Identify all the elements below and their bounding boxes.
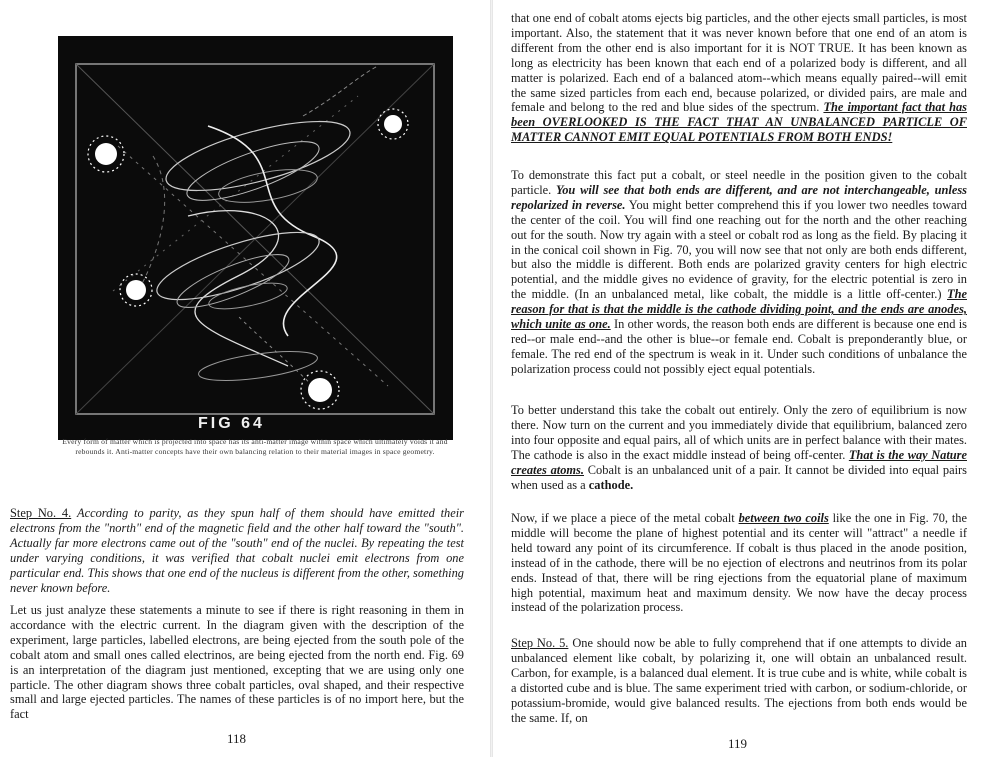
figure-drawing <box>58 36 453 440</box>
step-5-label: Step No. 5. <box>511 636 569 650</box>
para-4-b: between two coils <box>738 511 829 525</box>
step-4-text: According to parity, as they spun half of them should have emitted their electrons from the "north" end of the magnetic field and the other half toward the "south". Actually far more electrons came out of the "south" end of the nuclei. By repeating the test under varying conditions, it was verified that cobalt nuclei emit electrons from one particular end. This shows that one end of the nucleus is different from the other, something never known before. <box>10 506 464 595</box>
figure-64 <box>58 36 453 440</box>
figure-caption: Every form of matter which is projected into space has its anti-matter image within space which ultimately voids it and rebounds it. Anti-matter concepts have their own balancing relation to their material images in space geometry. <box>62 437 448 457</box>
para-3-b: That is the way Nature creates atoms. <box>511 447 967 477</box>
para-1-text: that one end of cobalt atoms ejects big particles, and the other ejects small particles, is most important. Also, the statement that it was never known before that one end of an atom is different from the other end is also important for it is NOT TRUE. It has been known as long as electricity has been known that each end of a polarized body is different, and all matter is polarized. Each end of a balanced atom--which means equally paired--will emit the same sized particles from each end, because polarized, or divided pairs, are male and female and belong to the red and blue sides of the spectrum. <box>511 11 967 115</box>
para-4 <box>511 511 967 615</box>
left-page <box>0 0 492 757</box>
figure-label: FIG 64 <box>198 415 265 432</box>
sun-middle-left <box>120 274 152 306</box>
analysis-paragraph: Let us just analyze these statements a minute to see if there is right reasoning in them in accordance with the electric current. In the diagram given with the description of the experiment, large particles, labelled electrons, are being ejected from the south pole of the cobalt atom and small ones called electrinos, are being ejected from the north end. Fig. 69 is an interpretation of the diagram just mentioned, excepting that we are using only one particle. The other diagram shows three cobalt particles, oval shaped, and their respective small and large ejected particles. The names of these particles is of no import here, but the fact <box>10 603 464 722</box>
right-page <box>492 0 985 757</box>
page-number-left: 118 <box>227 731 247 746</box>
page-number-right: 119 <box>728 736 748 751</box>
para-3-d: cathode. <box>588 477 634 492</box>
para-4-c: like the one in Fig. 70, the middle will become the plane of highest potential and its center will "attract" a needle if held toward any point of its circumference. If cobalt is thus placed in the anode position, instead of in the cathode, there will be no ejection of electrons and neutrinos from its polar ends. Instead of that, there will be ring ejections from the equatorial plane of maximum high potential, maximum heat and maximum density. We now have the decay process instead of the polarization process. <box>511 511 967 615</box>
step-4-label: Step No. 4. <box>10 506 72 520</box>
para-2-e: In other words, the reason both ends are different is because one end is red--or male end--and the other is blue--or female end. Cobalt is preponderantly blue, or female. The red end of the spectrum is weak in it. Under such conditions of unbalance the polarization process could not possibly eject equal potentials. <box>511 317 967 376</box>
para-2-d: The reason for that is that the middle is the cathode dividing point, and the ends are anodes, which unite as one. <box>511 287 967 332</box>
para-2-b: You will see that both ends are different, and are not interchangeable, unless repolarized in reverse. <box>511 182 967 212</box>
step-5-text: One should now be able to fully comprehend that if one attempts to divide an unbalanced element like cobalt, by polarizing it, one will obtain an unbalanced result. Carbon, for example, is a balanced dual element. It is true cube and is white, while cobalt is a distorted cube and is blue. The same experiment tried with carbon, or sodium-chloride, or potassium-bromide, would give balanced results. The ejections from both ends would be the same. If, on <box>511 636 967 725</box>
para-1-emphasis: The important fact that has been OVERLOOKED IS THE FACT THAT AN UNBALANCED PARTICLE OF MATTER CANNOT EMIT EQUAL POTENTIALS FROM BOTH ENDS! <box>511 100 967 145</box>
para-1 <box>511 11 967 145</box>
step-4-paragraph <box>10 506 464 595</box>
para-2-c: You might better comprehend this if you lower two needles toward the center of the coil. You will find one reaching out for the north and the other reaching out for the south. Now try again with a steel or cobalt rod as long as the field. By placing it in the conical coil shown in Fig. 70, you will now see that not only are both ends different, but also the middle is different. Both ends are polarized gravity centers for high electric potential, and the middle gives no evidence of gravity, for the electric potential is zero in the middle. (In an unbalanced metal, like cobalt, the middle is a little off-center.) <box>511 197 967 302</box>
para-3 <box>511 403 967 492</box>
para-3-c: Cobalt is an unbalanced unit of a pair. It cannot be divided into equal pairs when used as a <box>511 462 967 492</box>
para-3-a: To better understand this take the cobalt out entirely. Only the zero of equilibrium is now there. Now turn on the current and you immediately divide that equilibrium, balanced zero into four opposite and equal pairs, all of which units are in perfect balance with their mates. The cathode is also in the exact middle instead of being off-center. <box>511 403 967 462</box>
para-2 <box>511 168 967 377</box>
step-5-paragraph <box>511 636 967 725</box>
para-4-a: Now, if we place a piece of the metal cobalt <box>511 511 735 525</box>
para-2-a: To demonstrate this fact put a cobalt, or steel needle in the position given to the cobalt particle. <box>511 168 967 197</box>
sun-top-left <box>88 136 124 172</box>
sun-top-right <box>378 109 408 139</box>
sun-bottom-right <box>301 371 339 409</box>
